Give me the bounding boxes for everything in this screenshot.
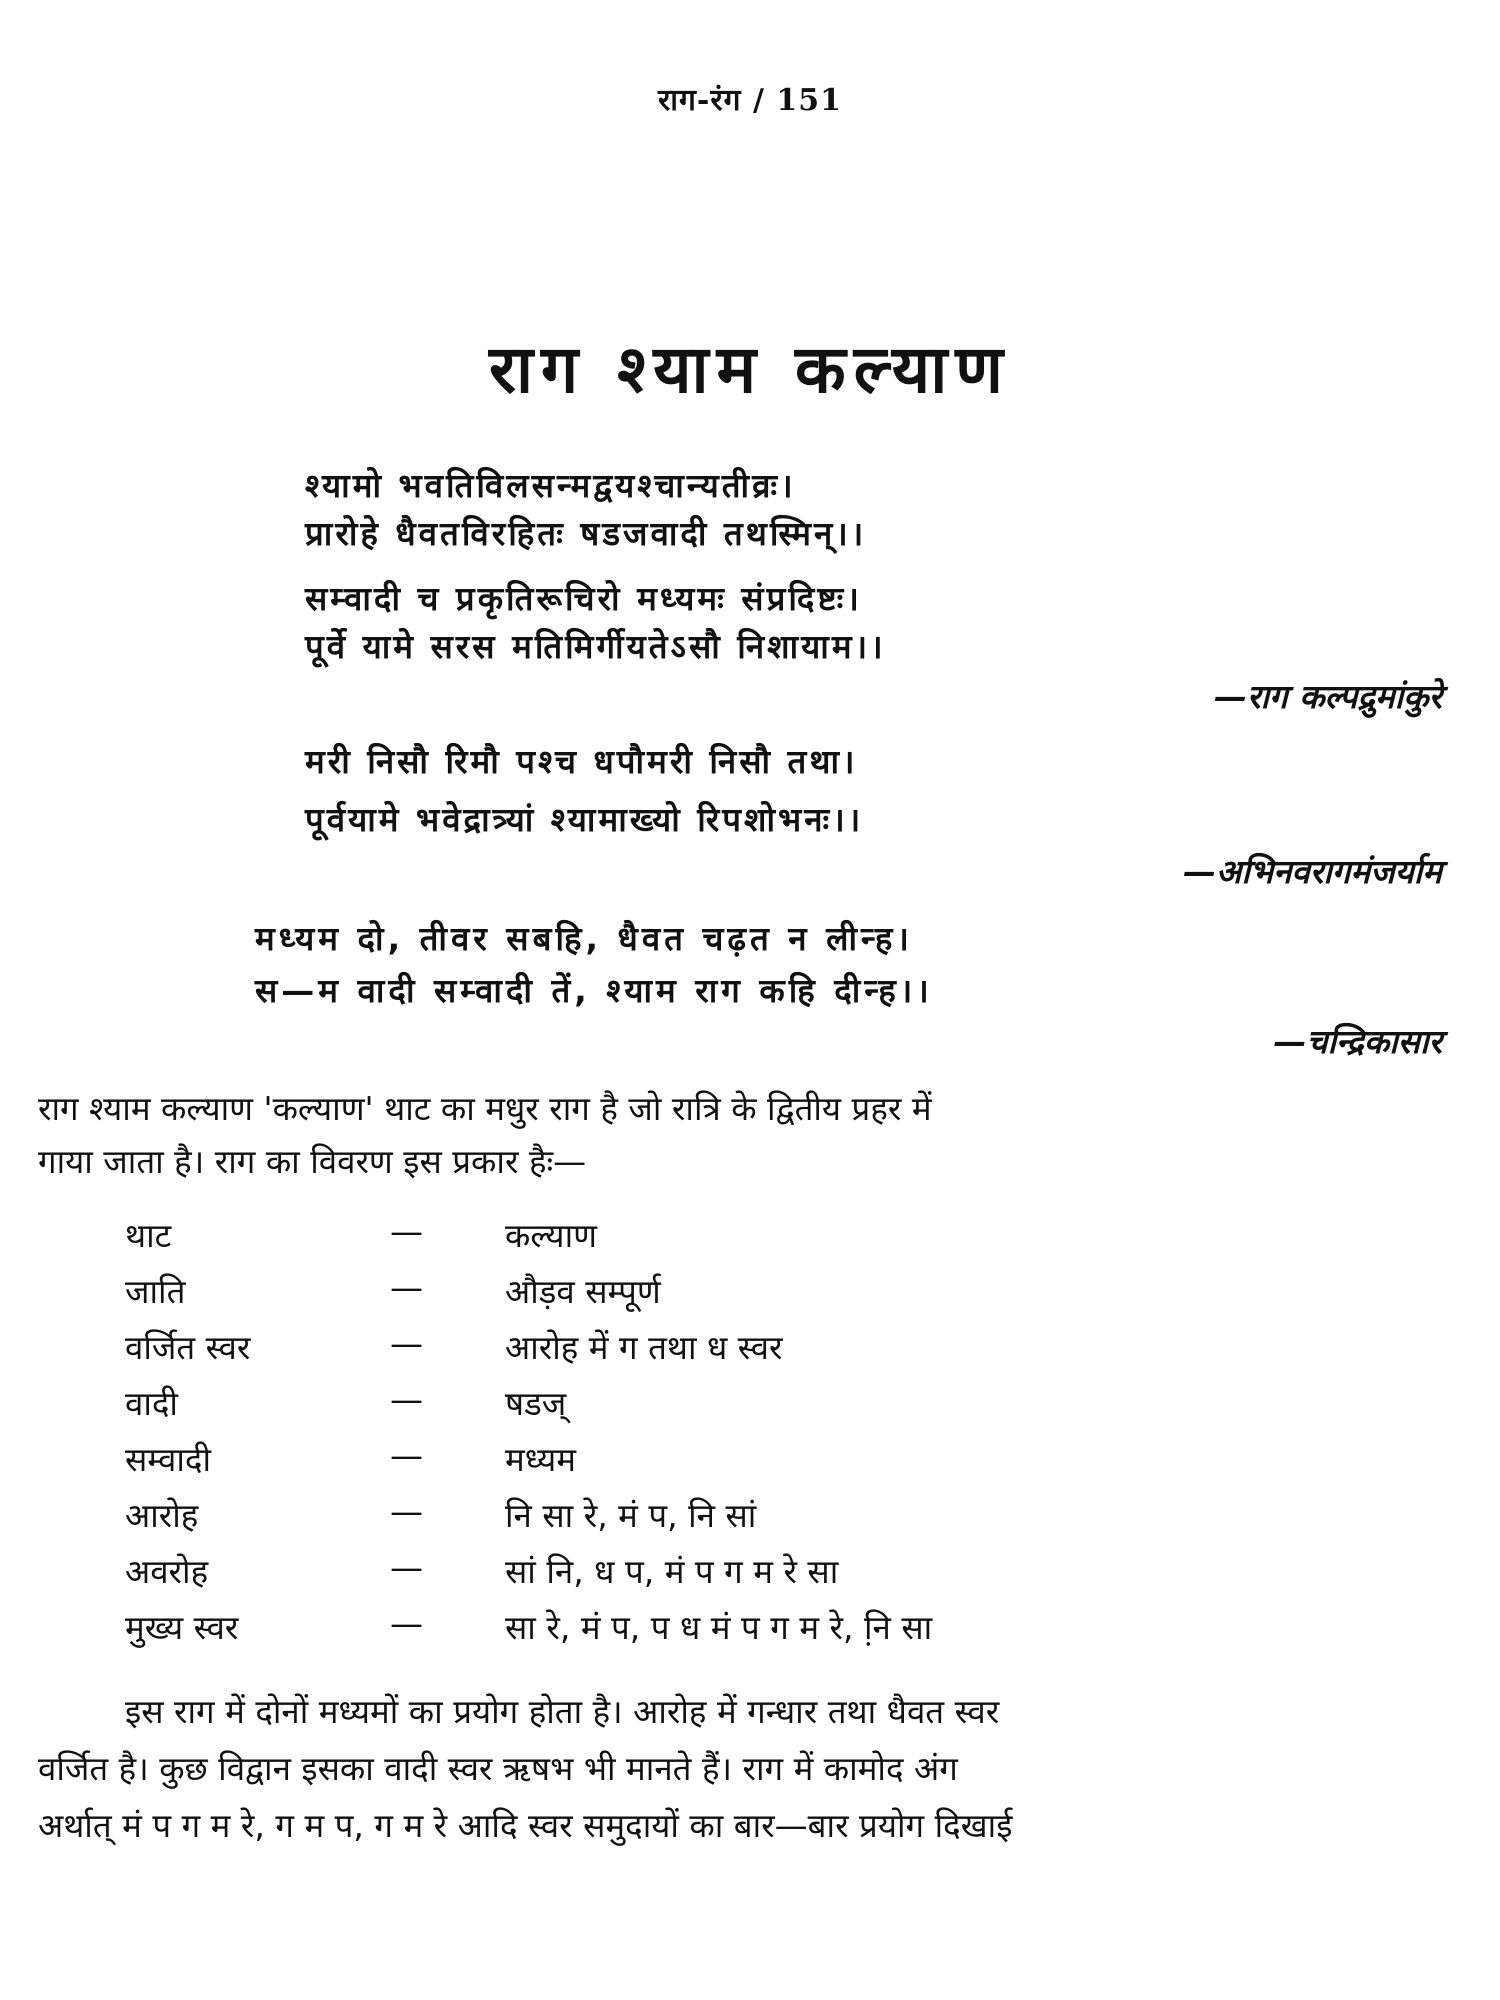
intro-line: गाया जाता है। राग का विवरण इस प्रकार हैः— xyxy=(38,1142,587,1181)
detail-dash: — xyxy=(390,1604,423,1643)
doha-line: स—म वादी सम्वादी तें, श्याम राग कहि दीन्ह।। xyxy=(255,971,933,1010)
detail-value: आरोह में ग तथा ध स्वर xyxy=(505,1328,783,1367)
verse-source: —राग कल्पद्रुमांकुरे xyxy=(1213,677,1442,716)
verse-source: —अभिनवरागमंजर्याम xyxy=(1183,852,1442,891)
detail-key: मुख्य स्वर xyxy=(125,1608,239,1647)
detail-value: मध्यम xyxy=(505,1440,577,1479)
verse-line: श्यामो भवतिविलसन्मद्वयश्चान्यतीव्रः। xyxy=(305,466,796,505)
body-line: वर्जित है। कुछ विद्वान इसका वादी स्वर ऋषभ भी मानते हैं। राग में कामोद अंग xyxy=(38,1749,958,1788)
detail-value: कल्याण xyxy=(505,1216,597,1255)
verse-line: प्रारोहे धैवतविरहितः षडजवादी तथस्मिन्।। xyxy=(305,514,867,553)
verse-line: सम्वादी च प्रकृतिरूचिरो मध्यमः संप्रदिष्टः। xyxy=(305,579,862,618)
detail-key: थाट xyxy=(125,1216,172,1255)
detail-row xyxy=(0,1548,1500,1596)
running-head: राग-रंग / 151 xyxy=(657,83,842,118)
detail-row xyxy=(0,1436,1500,1484)
doha-source: —चन्द्रिकासार xyxy=(1273,1022,1442,1061)
detail-dash: — xyxy=(390,1492,423,1531)
detail-row xyxy=(0,1324,1500,1372)
detail-value: षडज् xyxy=(505,1384,567,1423)
detail-dash: — xyxy=(390,1324,423,1363)
detail-row xyxy=(0,1380,1500,1428)
detail-row xyxy=(0,1492,1500,1540)
detail-key: आरोह xyxy=(125,1496,199,1535)
detail-key: वर्जित स्वर xyxy=(125,1328,251,1367)
body-line: अर्थात् मं प ग म रे, ग म प, ग म रे आदि स्वर समुदायों का बार—बार प्रयोग दिखाई xyxy=(38,1806,1013,1845)
chapter-title: राग श्याम कल्याण xyxy=(488,331,1012,408)
detail-value: नि सा रे, मं प, नि सां xyxy=(505,1496,757,1535)
detail-value: सां नि, ध प, मं प ग म रे सा xyxy=(505,1552,839,1591)
body-line: इस राग में दोनों मध्यमों का प्रयोग होता है। आरोह में गन्धार तथा धैवत स्वर xyxy=(125,1692,1000,1731)
verse-line: पूर्वयामे भवेद्रात्र्यां श्यामाख्यो रिपशोभनः।। xyxy=(305,800,864,839)
detail-row xyxy=(0,1212,1500,1260)
detail-value: सा रे, मं प, प ध मं प ग म रे, नि़ सा xyxy=(505,1608,933,1647)
verse-line: पूर्वे यामे सरस मतिमिर्गीयतेऽसौ निशायाम।। xyxy=(305,627,886,666)
doha-line: मध्यम दो, तीवर सबहि, धैवत चढ़त न लीन्ह। xyxy=(255,919,913,958)
detail-key: वादी xyxy=(125,1384,178,1423)
detail-key: सम्वादी xyxy=(125,1440,211,1479)
detail-key: अवरोह xyxy=(125,1552,209,1591)
detail-key: जाति xyxy=(125,1272,186,1311)
intro-line: राग श्याम कल्याण 'कल्याण' थाट का मधुर राग है जो रात्रि के द्वितीय प्रहर में xyxy=(38,1089,932,1128)
detail-dash: — xyxy=(390,1380,423,1419)
detail-row xyxy=(0,1268,1500,1316)
detail-dash: — xyxy=(390,1436,423,1475)
detail-dash: — xyxy=(390,1212,423,1251)
detail-row xyxy=(0,1604,1500,1652)
verse-line: मरी निसौ रिमौ पश्च धपौमरी निसौ तथा। xyxy=(305,742,858,781)
detail-value: औड़व सम्पूर्ण xyxy=(505,1272,661,1311)
detail-dash: — xyxy=(390,1268,423,1307)
detail-dash: — xyxy=(390,1548,423,1587)
